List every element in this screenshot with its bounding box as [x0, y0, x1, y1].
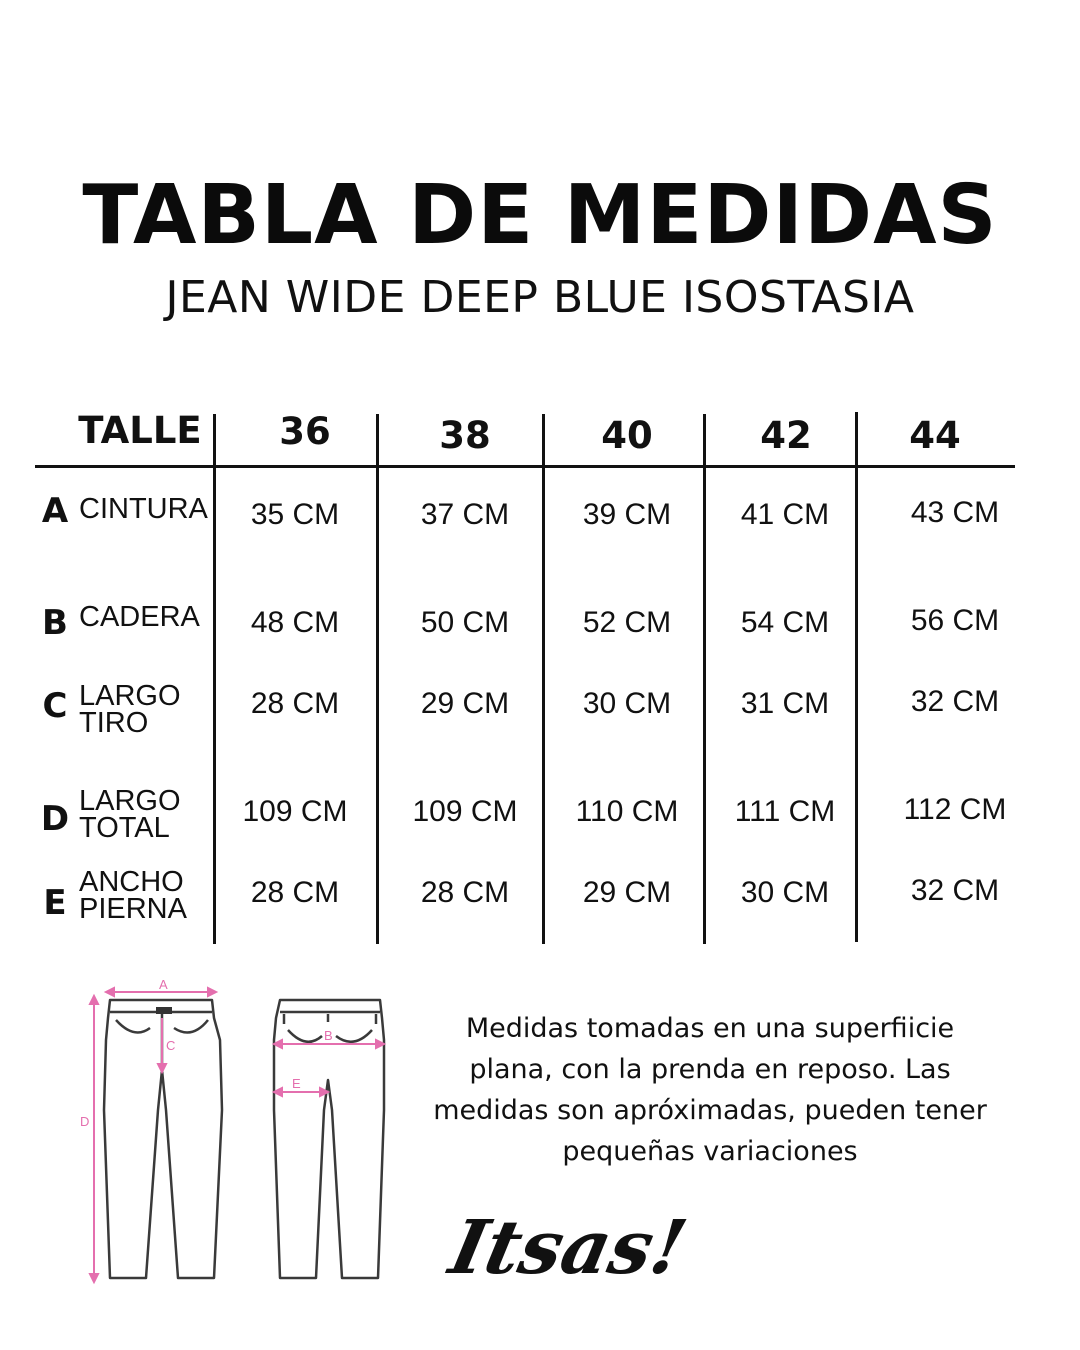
row-letter-d: D	[40, 799, 70, 839]
column-divider	[542, 414, 545, 944]
table-cell: 28 CM	[420, 876, 510, 909]
row-label-line: LARGO	[79, 785, 181, 817]
table-cell: 39 CM	[582, 498, 672, 531]
diagram-label-e: E	[292, 1076, 301, 1091]
header-size-40: 40	[601, 414, 653, 457]
column-divider	[213, 414, 216, 944]
table-cell: 32 CM	[910, 874, 1000, 907]
row-letter-a: A	[41, 491, 69, 531]
row-label-line: PIERNA	[79, 893, 187, 925]
table-cell: 35 CM	[250, 498, 340, 531]
table-cell: 110 CM	[575, 795, 679, 828]
diagram-label-c: C	[166, 1038, 176, 1053]
table-cell: 30 CM	[582, 687, 672, 720]
row-label-line: TOTAL	[79, 812, 170, 844]
row-letter-b: B	[42, 603, 68, 643]
row-label-largo-total	[79, 785, 181, 844]
table-cell: 109 CM	[242, 795, 348, 828]
page-title: TABLA DE MEDIDAS	[82, 168, 998, 263]
table-cell: 111 CM	[734, 795, 836, 828]
row-label-cintura	[79, 493, 208, 525]
row-letter-e: E	[43, 883, 67, 923]
table-cell: 41 CM	[740, 498, 830, 531]
table-cell: 48 CM	[250, 606, 340, 639]
header-talle: TALLE	[78, 409, 202, 452]
row-label-line: TIRO	[79, 707, 149, 739]
note-line: plana, con la prenda en reposo. Las	[469, 1054, 951, 1085]
brand-signature: Itsas!	[442, 1205, 694, 1291]
header-size-38: 38	[439, 414, 491, 457]
table-cell: 43 CM	[910, 496, 1000, 529]
diagram-label-d: D	[80, 1114, 90, 1129]
button-mark	[156, 1007, 172, 1014]
row-letter-c: C	[42, 686, 68, 726]
table-cell: 32 CM	[910, 685, 1000, 718]
column-divider	[376, 414, 379, 944]
table-cell: 52 CM	[582, 606, 672, 639]
header-size-44: 44	[909, 414, 961, 457]
row-label-line: ANCHO	[79, 866, 184, 898]
table-cell: 37 CM	[420, 498, 510, 531]
table-cell: 31 CM	[740, 687, 830, 720]
diagram-label-a: A	[159, 977, 168, 992]
row-label-line: CADERA	[79, 601, 200, 633]
table-cell: 30 CM	[740, 876, 830, 909]
table-cell: 28 CM	[250, 687, 340, 720]
header-size-36: 36	[279, 410, 331, 453]
table-header-divider	[35, 465, 1015, 468]
diagram-label-b: B	[324, 1028, 333, 1043]
row-label-line: CINTURA	[79, 493, 208, 525]
measurement-note	[420, 1008, 1000, 1172]
measurement-diagram	[70, 970, 400, 1290]
table-cell: 28 CM	[250, 876, 340, 909]
note-line: medidas son apróximadas, pueden tener	[433, 1095, 987, 1126]
row-label-largo-tiro	[79, 680, 181, 739]
table-cell: 109 CM	[412, 795, 518, 828]
column-divider	[703, 414, 706, 944]
table-cell: 29 CM	[582, 876, 672, 909]
header-size-42: 42	[760, 414, 812, 457]
row-label-line: LARGO	[79, 680, 181, 712]
table-cell: 29 CM	[420, 687, 510, 720]
table-cell: 54 CM	[740, 606, 830, 639]
row-label-ancho-pierna	[79, 866, 187, 925]
product-subtitle: JEAN WIDE DEEP BLUE ISOSTASIA	[165, 272, 915, 323]
note-line: Medidas tomadas en una superfiicie	[465, 1013, 955, 1044]
table-cell: 50 CM	[420, 606, 510, 639]
row-label-cadera	[79, 601, 200, 633]
note-line: pequeñas variaciones	[562, 1136, 858, 1167]
table-cell: 112 CM	[903, 793, 1007, 826]
table-cell: 56 CM	[910, 604, 1000, 637]
column-divider	[855, 412, 858, 942]
